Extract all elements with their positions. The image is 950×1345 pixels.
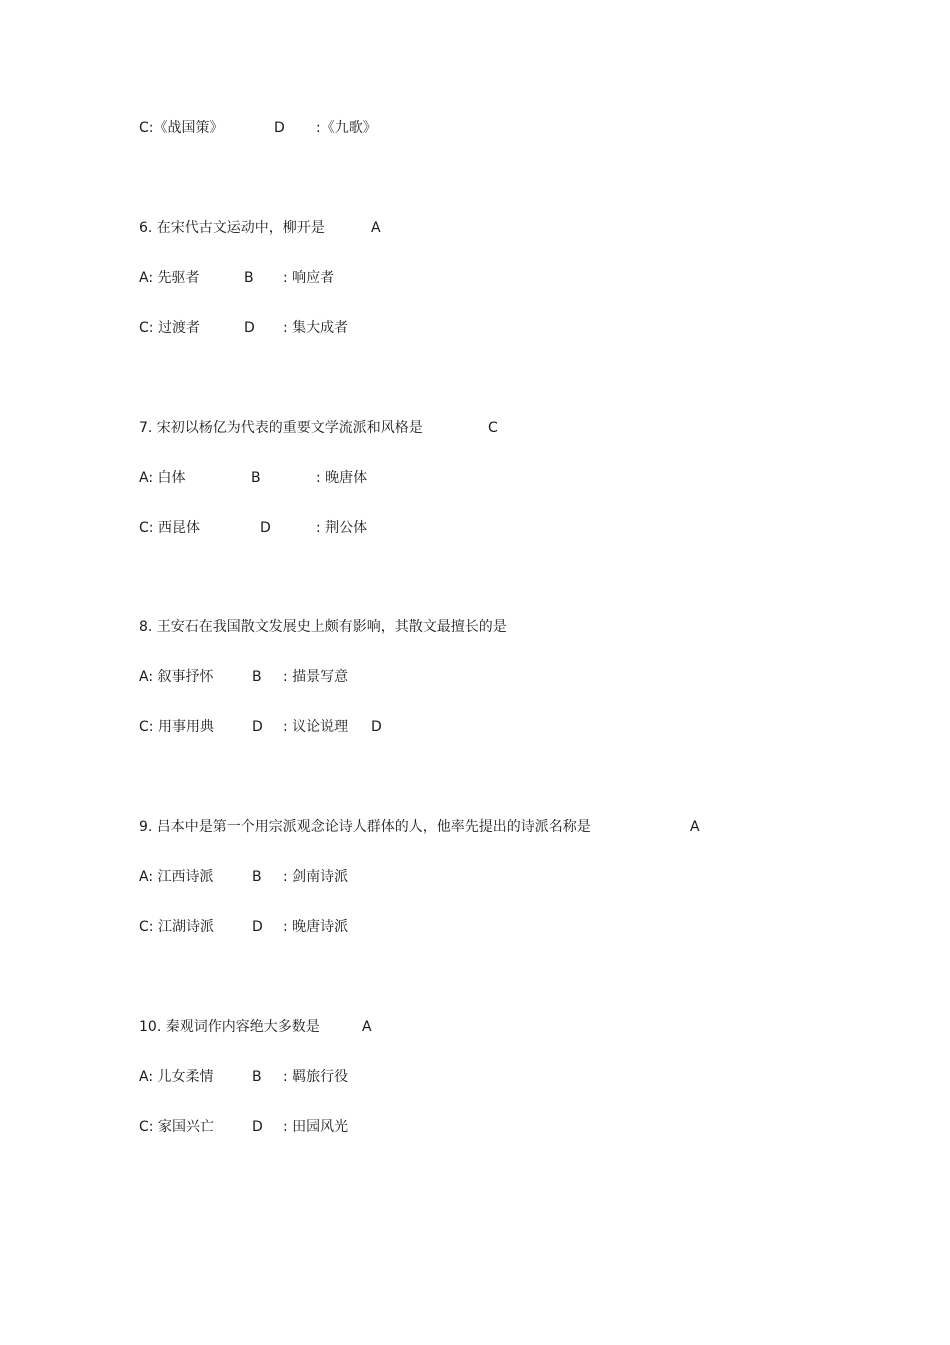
- question-text: 7. 宋初以杨亿为代表的重要文学流派和风格是: [139, 420, 423, 436]
- option-c-text: C: 家国兴亡: [139, 1119, 214, 1135]
- option-b-text: : 描景写意: [283, 669, 349, 685]
- option-c-text: C: 过渡者: [139, 320, 200, 336]
- option-a-text: A: 先驱者: [139, 270, 200, 286]
- option-d-text: : 集大成者: [283, 320, 349, 336]
- option-c-text: C: 江湖诗派: [139, 919, 214, 935]
- option-b-text: : 响应者: [283, 270, 335, 286]
- option-c-text: C: 用事用典: [139, 719, 214, 735]
- option-d-text: : 晚唐诗派: [283, 919, 349, 935]
- question-text: 10. 秦观词作内容绝大多数是: [139, 1019, 320, 1035]
- option-d-letter: D: [252, 1119, 263, 1135]
- answer-letter: A: [371, 220, 381, 236]
- option-b-letter: B: [251, 470, 261, 486]
- option-a-text: A: 儿女柔情: [139, 1069, 214, 1085]
- answer-letter: C: [488, 420, 498, 436]
- option-d-text: :《九歌》: [316, 120, 377, 136]
- option-d-text: : 荆公体: [316, 520, 368, 536]
- question-text: 8. 王安石在我国散文发展史上颇有影响，其散文最擅长的是: [139, 619, 507, 635]
- option-a-text: A: 白体: [139, 470, 186, 486]
- option-d-letter: D: [274, 120, 285, 136]
- option-b-letter: B: [252, 669, 262, 685]
- answer-letter: A: [362, 1019, 372, 1035]
- question-text: 6. 在宋代古文运动中，柳开是: [139, 220, 325, 236]
- option-a-text: A: 叙事抒怀: [139, 669, 214, 685]
- option-d-letter: D: [252, 919, 263, 935]
- question-text: 9. 吕本中是第一个用宗派观念论诗人群体的人，他率先提出的诗派名称是: [139, 819, 591, 835]
- answer-letter: D: [371, 719, 382, 735]
- option-b-text: : 晚唐体: [316, 470, 368, 486]
- option-c-text: C:《战国策》: [139, 120, 224, 136]
- option-a-text: A: 江西诗派: [139, 869, 214, 885]
- option-d-letter: D: [260, 520, 271, 536]
- option-d-letter: D: [252, 719, 263, 735]
- option-c-text: C: 西昆体: [139, 520, 200, 536]
- option-b-letter: B: [244, 270, 254, 286]
- option-b-text: : 剑南诗派: [283, 869, 349, 885]
- option-d-text: : 田园风光: [283, 1119, 349, 1135]
- option-d-letter: D: [244, 320, 255, 336]
- option-d-text: : 议论说理: [283, 719, 349, 735]
- answer-letter: A: [690, 819, 700, 835]
- option-b-text: : 羁旅行役: [283, 1069, 349, 1085]
- option-b-letter: B: [252, 869, 262, 885]
- option-b-letter: B: [252, 1069, 262, 1085]
